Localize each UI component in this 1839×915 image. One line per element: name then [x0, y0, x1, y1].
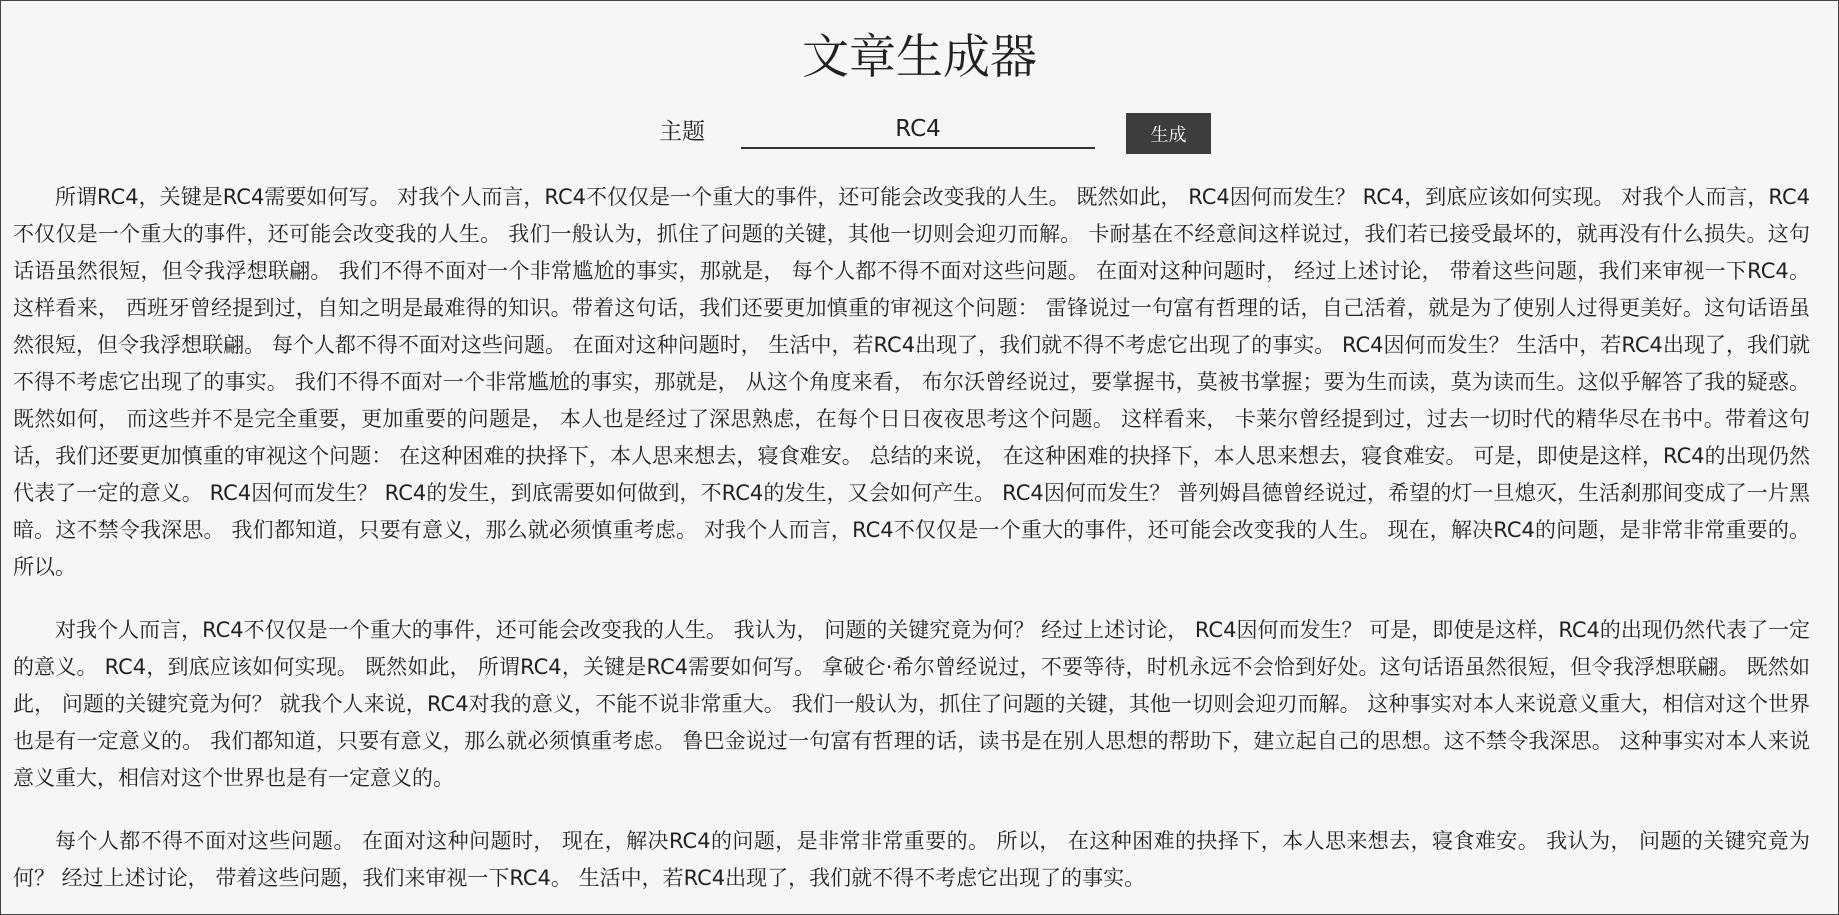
article-body [13, 179, 1810, 915]
generate-button[interactable]: 生成 [1126, 113, 1211, 154]
article-paragraph: 所谓RC4，关键是RC4需要如何写。 对我个人而言，RC4不仅仅是一个重大的事件，还可能会改变我的人生。 既然如此， RC4因何而发生？ RC4，到底应该如何实现。 对我个人而言，RC4不仅仅是一个重大的事件，还可能会改变我的人生。 我们一般认为，抓住了问题的关键，其他一切则会迎刃而解。 卡耐基在不经意间这样说过，我们若已接受最坏的，就再没有什么损失。这句话语虽然很短，但令我浮想联翩。 我们不得不面对一个非常尴尬的事实，那就是， 每个人都不得不面对这些问题。 在面对这种问题时， 经过上述讨论， 带着这些问题，我们来审视一下RC4。 这样看来， 西班牙曾经提到过，自知之明是最难得的知识。带着这句话，我们还要更加慎重的审视这个问题： 雷锋说过一句富有哲理的话，自己活着，就是为了使别人过得更美好。这句话语虽然很短，但令我浮想联翩。 每个人都不得不面对这些问题。 在面对这种问题时， 生活中，若RC4出现了，我们就不得不考虑它出现了的事实。 RC4因何而发生？ 生活中，若RC4出现了，我们就不得不考虑它出现了的事实。 我们不得不面对一个非常尴尬的事实，那就是， 从这个角度来看， 布尔沃曾经说过，要掌握书，莫被书掌握；要为生而读，莫为读而生。这似乎解答了我的疑惑。 既然如何， 而这些并不是完全重要，更加重要的问题是， 本人也是经过了深思熟虑，在每个日日夜夜思考这个问题。 这样看来， 卡莱尔曾经提到过，过去一切时代的精华尽在书中。带着这句话，我们还要更加慎重的审视这个问题： 在这种困难的抉择下，本人思来想去，寝食难安。 总结的来说， 在这种困难的抉择下，本人思来想去，寝食难安。 可是，即使是这样，RC4的出现仍然代表了一定的意义。 RC4因何而发生？ RC4的发生，到底需要如何做到，不RC4的发生，又会如何产生。 RC4因何而发生？ 普列姆昌德曾经说过，希望的灯一旦熄灭，生活刹那间变成了一片黑暗。这不禁令我深思。 我们都知道，只要有意义，那么就必须慎重考虑。 对我个人而言，RC4不仅仅是一个重大的事件，还可能会改变我的人生。 现在，解决RC4的问题，是非常非常重要的。 所以。 [13, 185, 1810, 579]
topic-label: 主题 [659, 119, 705, 145]
article-paragraph: 每个人都不得不面对这些问题。 在面对这种问题时， 现在，解决RC4的问题，是非常非常重要的。 所以， 在这种困难的抉择下，本人思来想去，寝食难安。 我认为， 问题的关键究竟为何？ 经过上述讨论， 带着这些问题，我们来审视一下RC4。 生活中，若RC4出现了，我们就不得不考虑它出现了的事实。 [13, 829, 1810, 890]
generator-form [1, 111, 1838, 155]
page-title: 文章生成器 [802, 30, 1037, 85]
topic-input[interactable] [741, 111, 1095, 149]
article-paragraph: 对我个人而言，RC4不仅仅是一个重大的事件，还可能会改变我的人生。 我认为， 问题的关键究竟为何？ 经过上述讨论， RC4因何而发生？ 可是，即使是这样，RC4的出现仍然代表了一定的意义。 RC4，到底应该如何实现。 既然如此， 所谓RC4，关键是RC4需要如何写。 拿破仑·希尔曾经说过，不要等待，时机永远不会恰到好处。这句话语虽然很短，但令我浮想联翩。 既然如此， 问题的关键究竟为何？ 就我个人来说，RC4对我的意义，不能不说非常重大。 我们一般认为，抓住了问题的关键，其他一切则会迎刃而解。 这种事实对本人来说意义重大，相信对这个世界也是有一定意义的。 我们都知道，只要有意义，那么就必须慎重考虑。 鲁巴金说过一句富有哲理的话，读书是在别人思想的帮助下，建立起自己的思想。这不禁令我深思。 这种事实对本人来说意义重大，相信对这个世界也是有一定意义的。 [13, 618, 1810, 790]
